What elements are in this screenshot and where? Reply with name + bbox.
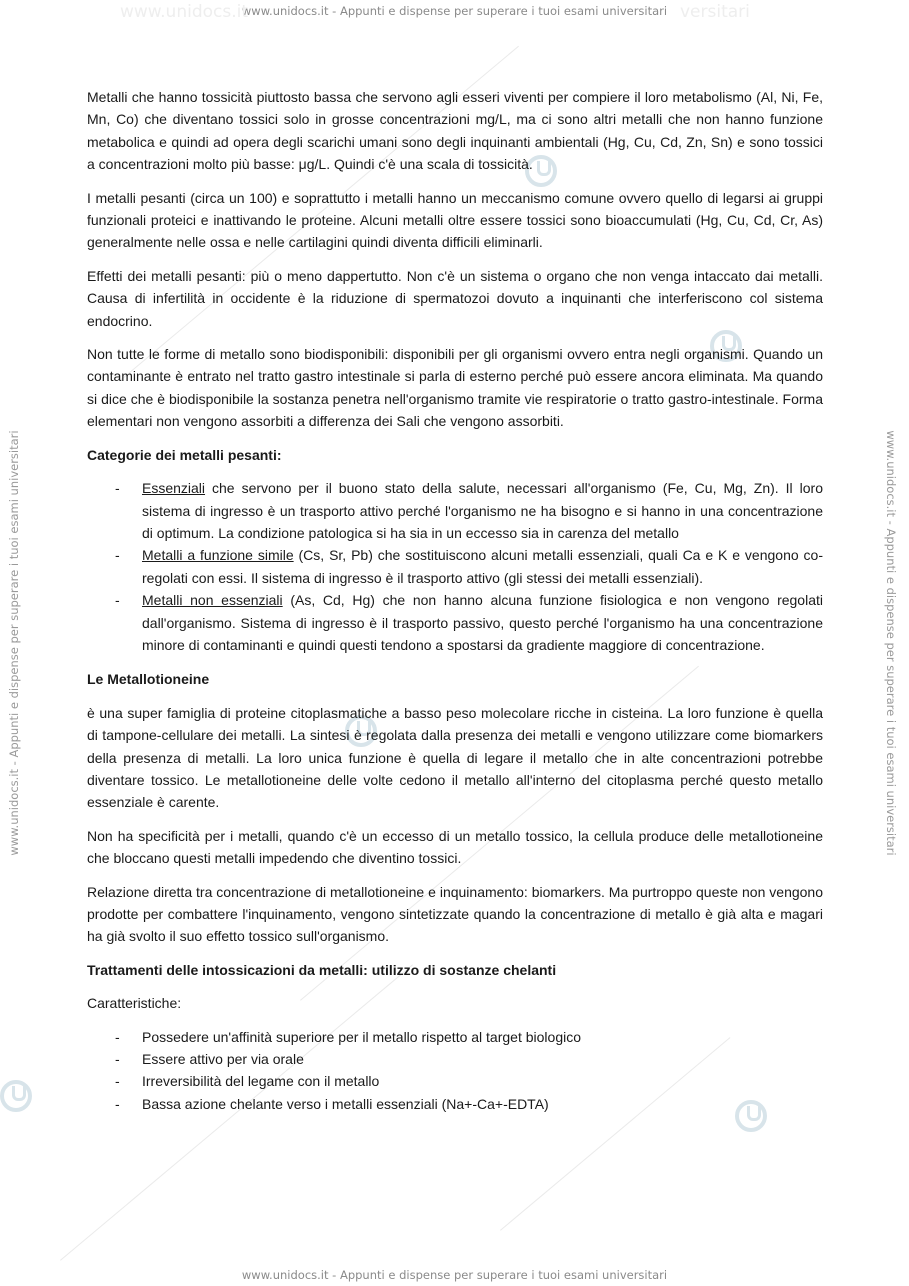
list-item — [87, 544, 823, 589]
heading-metallotioneine: Le Metallotioneine — [87, 671, 210, 688]
list-categorie — [87, 477, 823, 656]
term-funzione-simile: Metalli a funzione simile — [142, 547, 294, 564]
paragraph-metalli-pesanti: I metalli pesanti (circa un 100) e soprattutto i metalli hanno un meccanismo comune ovvero quello di legarsi ai gruppi funzionali proteici e inattivando le proteine. Alcuni metalli oltre essere tossici sono bioaccumulati (Hg, Cu, Cd, Cr, As) generalmente nelle ossa e nelle cartilagini quindi diventa difficili eliminarli. — [87, 189, 823, 251]
heading-trattamenti: Trattamenti delle intossicazioni da metalli: utilizzo di sostanze chelanti — [87, 961, 557, 978]
item-text: Irreversibilità del legame con il metallo — [142, 1073, 380, 1090]
item-text: che servono per il buono stato della salute, necessari all'organismo (Fe, Cu, Mg, Zn). Il loro sistema di ingresso è un trasporto attivo perché l'organismo ne ha bisogno e si hanno in una concentrazione di optimum. La condizione patologica si ha sia in un eccesso sia in carenza del metallo — [142, 480, 823, 541]
watermark-ghost-right: versitari — [680, 2, 750, 22]
item-text: Possedere un'affinità superiore per il metallo rispetto al target biologico — [142, 1028, 581, 1045]
dash-bullet: - — [115, 592, 120, 609]
dash-bullet: - — [115, 1095, 120, 1112]
dash-bullet: - — [115, 547, 120, 564]
watermark-side-left: www.unidocs.it - Appunti e dispense per superare i tuoi esami universitari — [7, 430, 21, 856]
term-essenziali: Essenziali — [142, 480, 206, 497]
term-non-essenziali: Metalli non essenziali — [142, 592, 283, 609]
paragraph-metalli-tossicita: Metalli che hanno tossicità piuttosto bassa che servono agli esseri viventi per compiere il loro metabolismo (Al, Ni, Fe, Mn, Co) che diventano tossici solo in grosse concentrazioni mg/L, ma ci sono altri metalli che non hanno funzione metabolica e quindi ad opera degli scarichi umani sono degli inquinanti ambientali (Hg, Cu, Cd, Zn, Sn) e sono tossici a concentrazioni molto più basse: μg/L. Quindi c'è una scala di tossicità. — [87, 89, 823, 173]
dash-bullet: - — [115, 1051, 120, 1068]
heading-categorie: Categorie dei metalli pesanti: — [87, 446, 282, 463]
paragraph-metallotioneine-2: Non ha specificità per i metalli, quando c'è un eccesso di un metallo tossico, la cellula produce delle metallotioneine che bloccano questi metalli impedendo che diventino tossici. — [87, 827, 823, 867]
document-body — [87, 86, 823, 1127]
list-item — [87, 1070, 823, 1092]
watermark-ghost-left: www.unidocs.it — [120, 2, 249, 22]
subheading-caratteristiche: Caratteristiche: — [87, 995, 182, 1012]
list-item — [87, 1026, 823, 1048]
paragraph-metallotioneine-1: è una super famiglia di proteine citoplasmatiche a basso peso molecolare ricche in cisteina. La loro funzione è quella di tampone-cellulare dei metalli. La sintesi è regolata dalla presenza dei metalli e vengono utilizzare come biomarkers della presenza di metalli. La loro unica funzione è quella di legare il metallo che in alte concentrazioni potrebbe diventare tossico. Le metallotioneine delle volte cedono il metallo all'interno del citoplasma perché questo metallo essenziale è carente. — [87, 704, 823, 811]
item-text: (As, Cd, Hg) che non hanno alcuna funzione fisiologica e non vengono regolati dall'organismo. Sistema di ingresso è il trasporto passivo, questo perché l'organismo ha una concentrazione minore di contaminanti e quindi questi tendono a spostarsi da gradiente maggiore di concentrazione. — [142, 592, 823, 653]
list-item — [87, 589, 823, 656]
list-item — [87, 1093, 823, 1115]
list-item — [87, 477, 823, 544]
dash-bullet: - — [115, 1073, 120, 1090]
paragraph-effetti: Effetti dei metalli pesanti: più o meno dappertutto. Non c'è un sistema o organo che non venga intaccato dai metalli. Causa di infertilità in occidente è la riduzione di spermatozoi dovuto a inquinanti che interferiscono col sistema endocrino. — [87, 267, 823, 329]
unidocs-logo-icon — [0, 1080, 32, 1112]
list-item — [87, 1048, 823, 1070]
dash-bullet: - — [115, 480, 120, 497]
watermark-footer: www.unidocs.it - Appunti e dispense per superare i tuoi esami universitari — [241, 1268, 668, 1282]
watermark-side-right: www.unidocs.it - Appunti e dispense per superare i tuoi esami universitari — [884, 430, 898, 856]
paragraph-metallotioneine-3: Relazione diretta tra concentrazione di metallotioneine e inquinamento: biomarkers. Ma purtroppo queste non vengono prodotte per combattere l'inquinamento, vengono sintetizzate quando la concentrazione di metallo è già alta e magari ha già svolto il suo effetto tossico sull'organismo. — [87, 883, 823, 945]
item-text: Essere attivo per via orale — [142, 1051, 304, 1068]
dash-bullet: - — [115, 1028, 120, 1045]
item-text: (Cs, Sr, Pb) che sostituiscono alcuni metalli essenziali, quali Ca e K e vengono co-regolati con essi. Il sistema di ingresso è il trasporto attivo (gli stessi dei metalli essenziali). — [142, 547, 823, 586]
list-caratteristiche — [87, 1026, 823, 1116]
paragraph-biodisponibili: Non tutte le forme di metallo sono biodisponibili: disponibili per gli organismi ovvero entra negli organismi. Quando un contaminante è entrato nel tratto gastro intestinale si parla di esterno perché può essere ancora eliminata. Ma quando si dice che è biodisponibile la sostanza penetra nell'organismo tramite vie respiratorie o tratto gastro-intestinale. Forma elementari non vengono assorbiti a differenza dei Sali che vengono assorbiti. — [87, 346, 823, 430]
item-text: Bassa azione chelante verso i metalli essenziali (Na+-Ca+-EDTA) — [142, 1095, 549, 1112]
watermark-header: www.unidocs.it - Appunti e dispense per superare i tuoi esami universitari — [241, 4, 668, 18]
